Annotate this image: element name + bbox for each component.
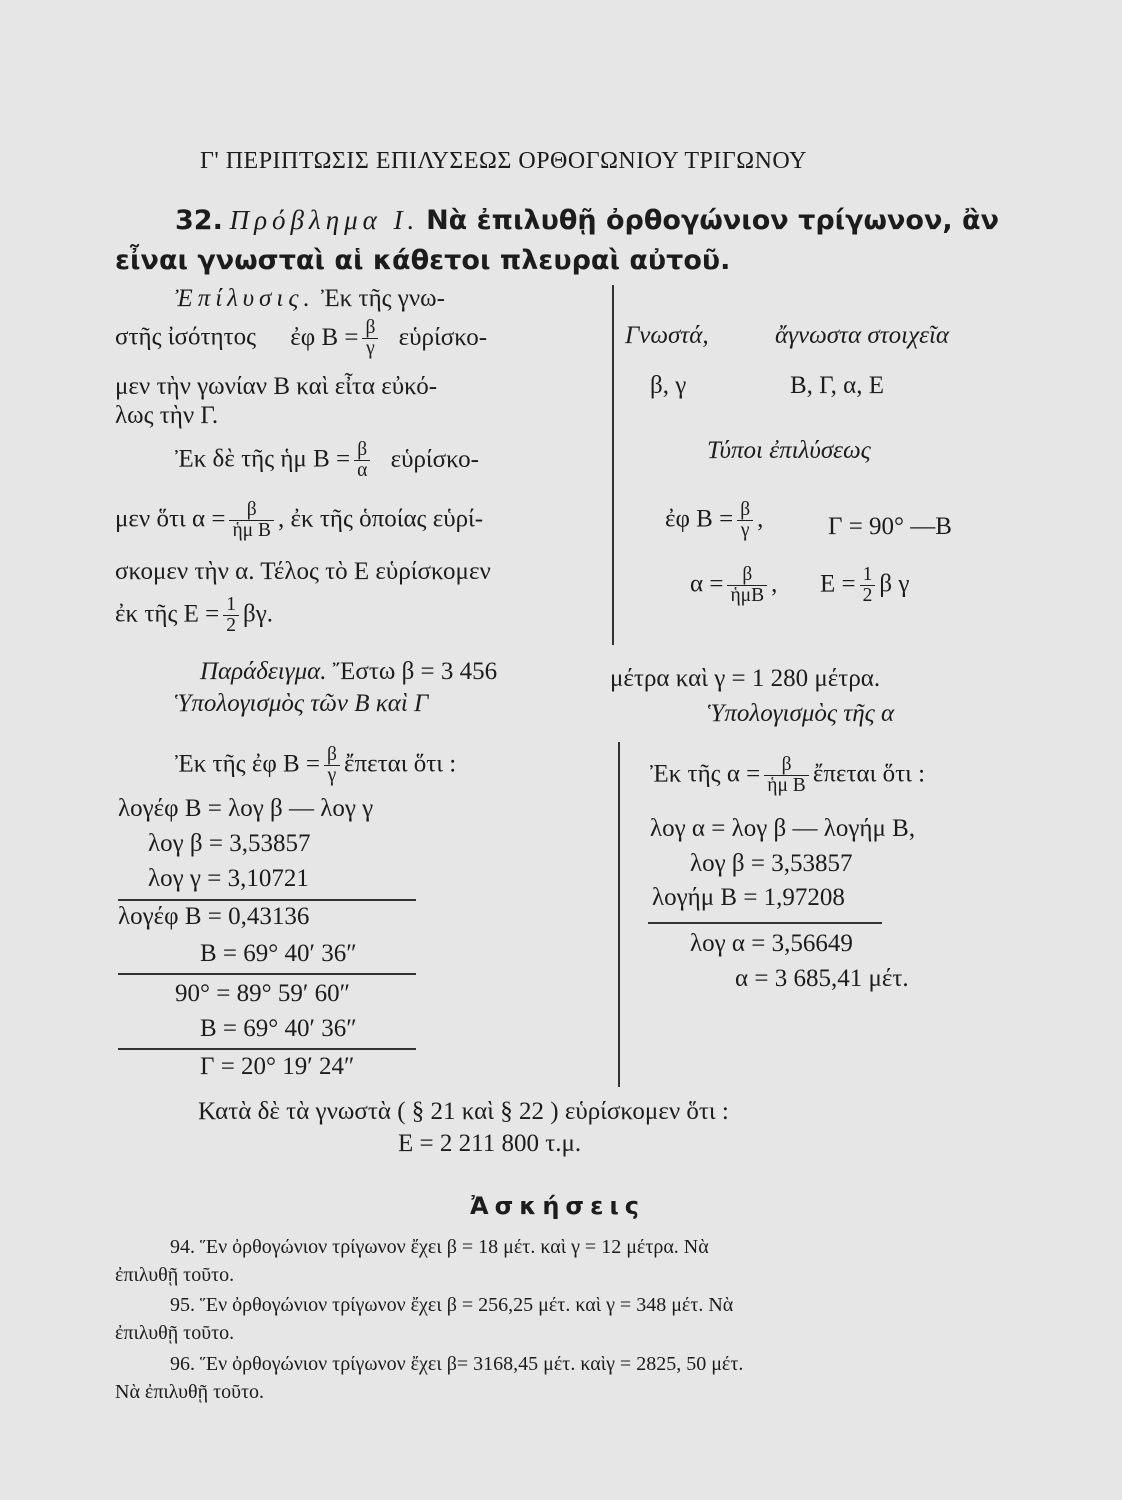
left-calc-title: Ὑπολογισμὸς τῶν B καὶ Γ [175, 690, 429, 717]
sum-rule [648, 922, 882, 924]
exercises-title: Ἀσκήσεις [470, 1192, 646, 1220]
right-calc-title: Ὑπολογισμὸς τῆς α [708, 700, 895, 727]
problem-statement-1: Νὰ ἐπιλυθῇ ὀρθογώνιον τρίγωνον, ἂν [426, 205, 999, 236]
left-calc-line: B = 69° 40′ 36″ [200, 1015, 357, 1042]
left-calc-line: Γ = 20° 19′ 24″ [200, 1053, 355, 1080]
column-divider-bottom [618, 742, 620, 1087]
fraction-beta-sinB: $\frac{\beta}{\text{ἡμ B}}$ [229, 500, 274, 542]
example-text-a: Ἔστω β = 3 456 [332, 658, 498, 685]
solution-line-3: μεν τὴν γωνίαν B καὶ εἶτα εὐκό- [115, 373, 438, 400]
right-calc-line: λογ α = λογ β — λογήμ B, [650, 815, 916, 842]
left-calc-line: λογ β = 3,53857 [148, 830, 311, 857]
left-calc-line: λογέφ B = 0,43136 [118, 903, 310, 930]
page-header: Γ' ΠΕΡΙΠΤΩΣΙΣ ΕΠΙΛΥΣΕΩΣ ΟΡΘΟΓΩΝΙΟΥ ΤΡΙΓΩΝΟΥ [200, 148, 807, 174]
solution-line-1 [175, 285, 445, 313]
sum-rule [118, 899, 416, 901]
solution-line-6 [115, 500, 483, 542]
example-label: Παράδειγμα. [200, 658, 327, 685]
fraction-beta-alpha: $\frac{\beta}{\alpha}$ [354, 440, 370, 482]
sum-rule [118, 1048, 416, 1050]
solution-line-2-a: στῆς ἰσότητος [115, 323, 257, 351]
exercise-line: ἐπιλυθῇ τοῦτο. [115, 1322, 235, 1344]
formula-4: Ε = $\frac{1}{2}$ β γ [820, 564, 910, 607]
problem-number: 32. [175, 205, 223, 236]
left-calc-intro: Ἐκ τῆς ἐφ B = $\frac{\beta}{\gamma}$ ἔπεται ὅτι : [175, 744, 457, 787]
area-result: Ε = 2 211 800 τ.μ. [398, 1130, 582, 1157]
exercise-line: ἐπιλυθῇ τοῦτο. [115, 1264, 235, 1286]
solution-line-8-a: ἐκ τῆς Ε = [115, 600, 220, 628]
solution-line-1-text: Ἐκ τῆς γνω- [320, 285, 445, 312]
left-calc-line: λογέφ B = λογ β — λογ γ [118, 795, 374, 822]
problem-label: Πρόβλημα Ι. [229, 205, 420, 235]
fraction-formula-3: $\frac{\beta}{\text{ἡμB}}$ [727, 565, 767, 607]
example-line-a [200, 658, 497, 686]
area-text: Κατὰ δὲ τὰ γνωστὰ ( § 21 καὶ § 22 ) εὑρίσκομεν ὅτι : [198, 1098, 729, 1125]
problem-heading [175, 205, 999, 236]
right-calc-line: λογ β = 3,53857 [690, 850, 853, 877]
solution-line-8 [115, 595, 273, 637]
fraction-beta-gamma: $\frac{\beta}{\gamma}$ [362, 318, 378, 360]
solution-line-6-a: μεν ὅτι α = [115, 505, 226, 533]
unknown-values: B, Γ, α, Ε [790, 372, 884, 399]
formula-3: α = $\frac{\beta}{\text{ἡμB}}$ , [690, 564, 778, 607]
exercise-line: 96. Ἕν ὀρθογώνιον τρίγωνον ἔχει β= 3168,45 μέτ. καὶγ = 2825, 50 μέτ. [170, 1353, 744, 1375]
solution-line-8-b: βγ. [243, 600, 274, 628]
fraction-formula-1: $\frac{\beta}{\gamma}$ [737, 500, 753, 542]
fraction-formula-4: $\frac{1}{2}$ [860, 565, 876, 607]
formula-2: Γ = 90° —B [828, 513, 952, 540]
fraction-one-half: $\frac{1}{2}$ [223, 595, 239, 637]
right-calc-line: λογ α = 3,56649 [690, 930, 853, 957]
left-calc-line: B = 69° 40′ 36″ [200, 940, 357, 967]
left-calc-line: λογ γ = 3,10721 [148, 865, 309, 892]
formulas-title: Τύποι ἐπιλύσεως [707, 437, 871, 464]
solution-line-6-b: , ἐκ τῆς ὁποίας εὑρί- [277, 505, 484, 533]
exercise-line: Νὰ ἐπιλυθῇ τοῦτο. [115, 1381, 265, 1403]
fraction-left-intro: $\frac{\beta}{\gamma}$ [324, 745, 340, 787]
fraction-right-intro: $\frac{\beta}{\text{ἡμ B}}$ [764, 755, 809, 797]
known-label: Γνωστά, [625, 322, 709, 349]
right-calc-intro: Ἐκ τῆς α = $\frac{\beta}{\text{ἡμ B}}$ ἔπεται ὅτι : [650, 754, 926, 797]
known-values: β, γ [650, 372, 687, 399]
right-calc-line: α = 3 685,41 μέτ. [735, 965, 909, 992]
column-divider-top [612, 285, 614, 645]
unknown-label: ἄγνωστα στοιχεῖα [775, 322, 950, 349]
problem-statement-2: εἶναι γνωσταὶ αἱ κάθετοι πλευραὶ αὐτοῦ. [115, 245, 731, 276]
exercise-line: 94. Ἕν ὀρθογώνιον τρίγωνον ἔχει β = 18 μέτ. καὶ γ = 12 μέτρα. Νὰ [170, 1236, 709, 1258]
right-calc-line: λογήμ B = 1,97208 [652, 884, 845, 911]
solution-line-4: λως τὴν Γ. [115, 402, 219, 429]
formula-1: ἐφ B = $\frac{\beta}{\gamma}$ , [665, 499, 764, 542]
solution-label: Ἐπίλυσις. [175, 285, 315, 312]
sum-rule [118, 973, 416, 975]
left-calc-line: 90° = 89° 59′ 60″ [175, 980, 350, 1007]
solution-line-5-b: εὑρίσκο- [390, 445, 480, 473]
example-line-b: μέτρα καὶ γ = 1 280 μέτρα. [610, 665, 881, 692]
solution-line-2-b: ἐφ B = [290, 323, 359, 351]
solution-line-7: σκομεν τὴν α. Τέλος τὸ Ε εὑρίσκομεν [115, 558, 491, 585]
solution-line-2-c: εὑρίσκο- [398, 323, 488, 351]
solution-line-5-a: Ἐκ δὲ τῆς ἡμ B = [175, 445, 351, 473]
exercise-line: 95. Ἕν ὀρθογώνιον τρίγωνον ἔχει β = 256,25 μέτ. καὶ γ = 348 μέτ. Νὰ [170, 1294, 734, 1316]
solution-line-2 [115, 318, 487, 360]
solution-line-5 [175, 440, 479, 482]
